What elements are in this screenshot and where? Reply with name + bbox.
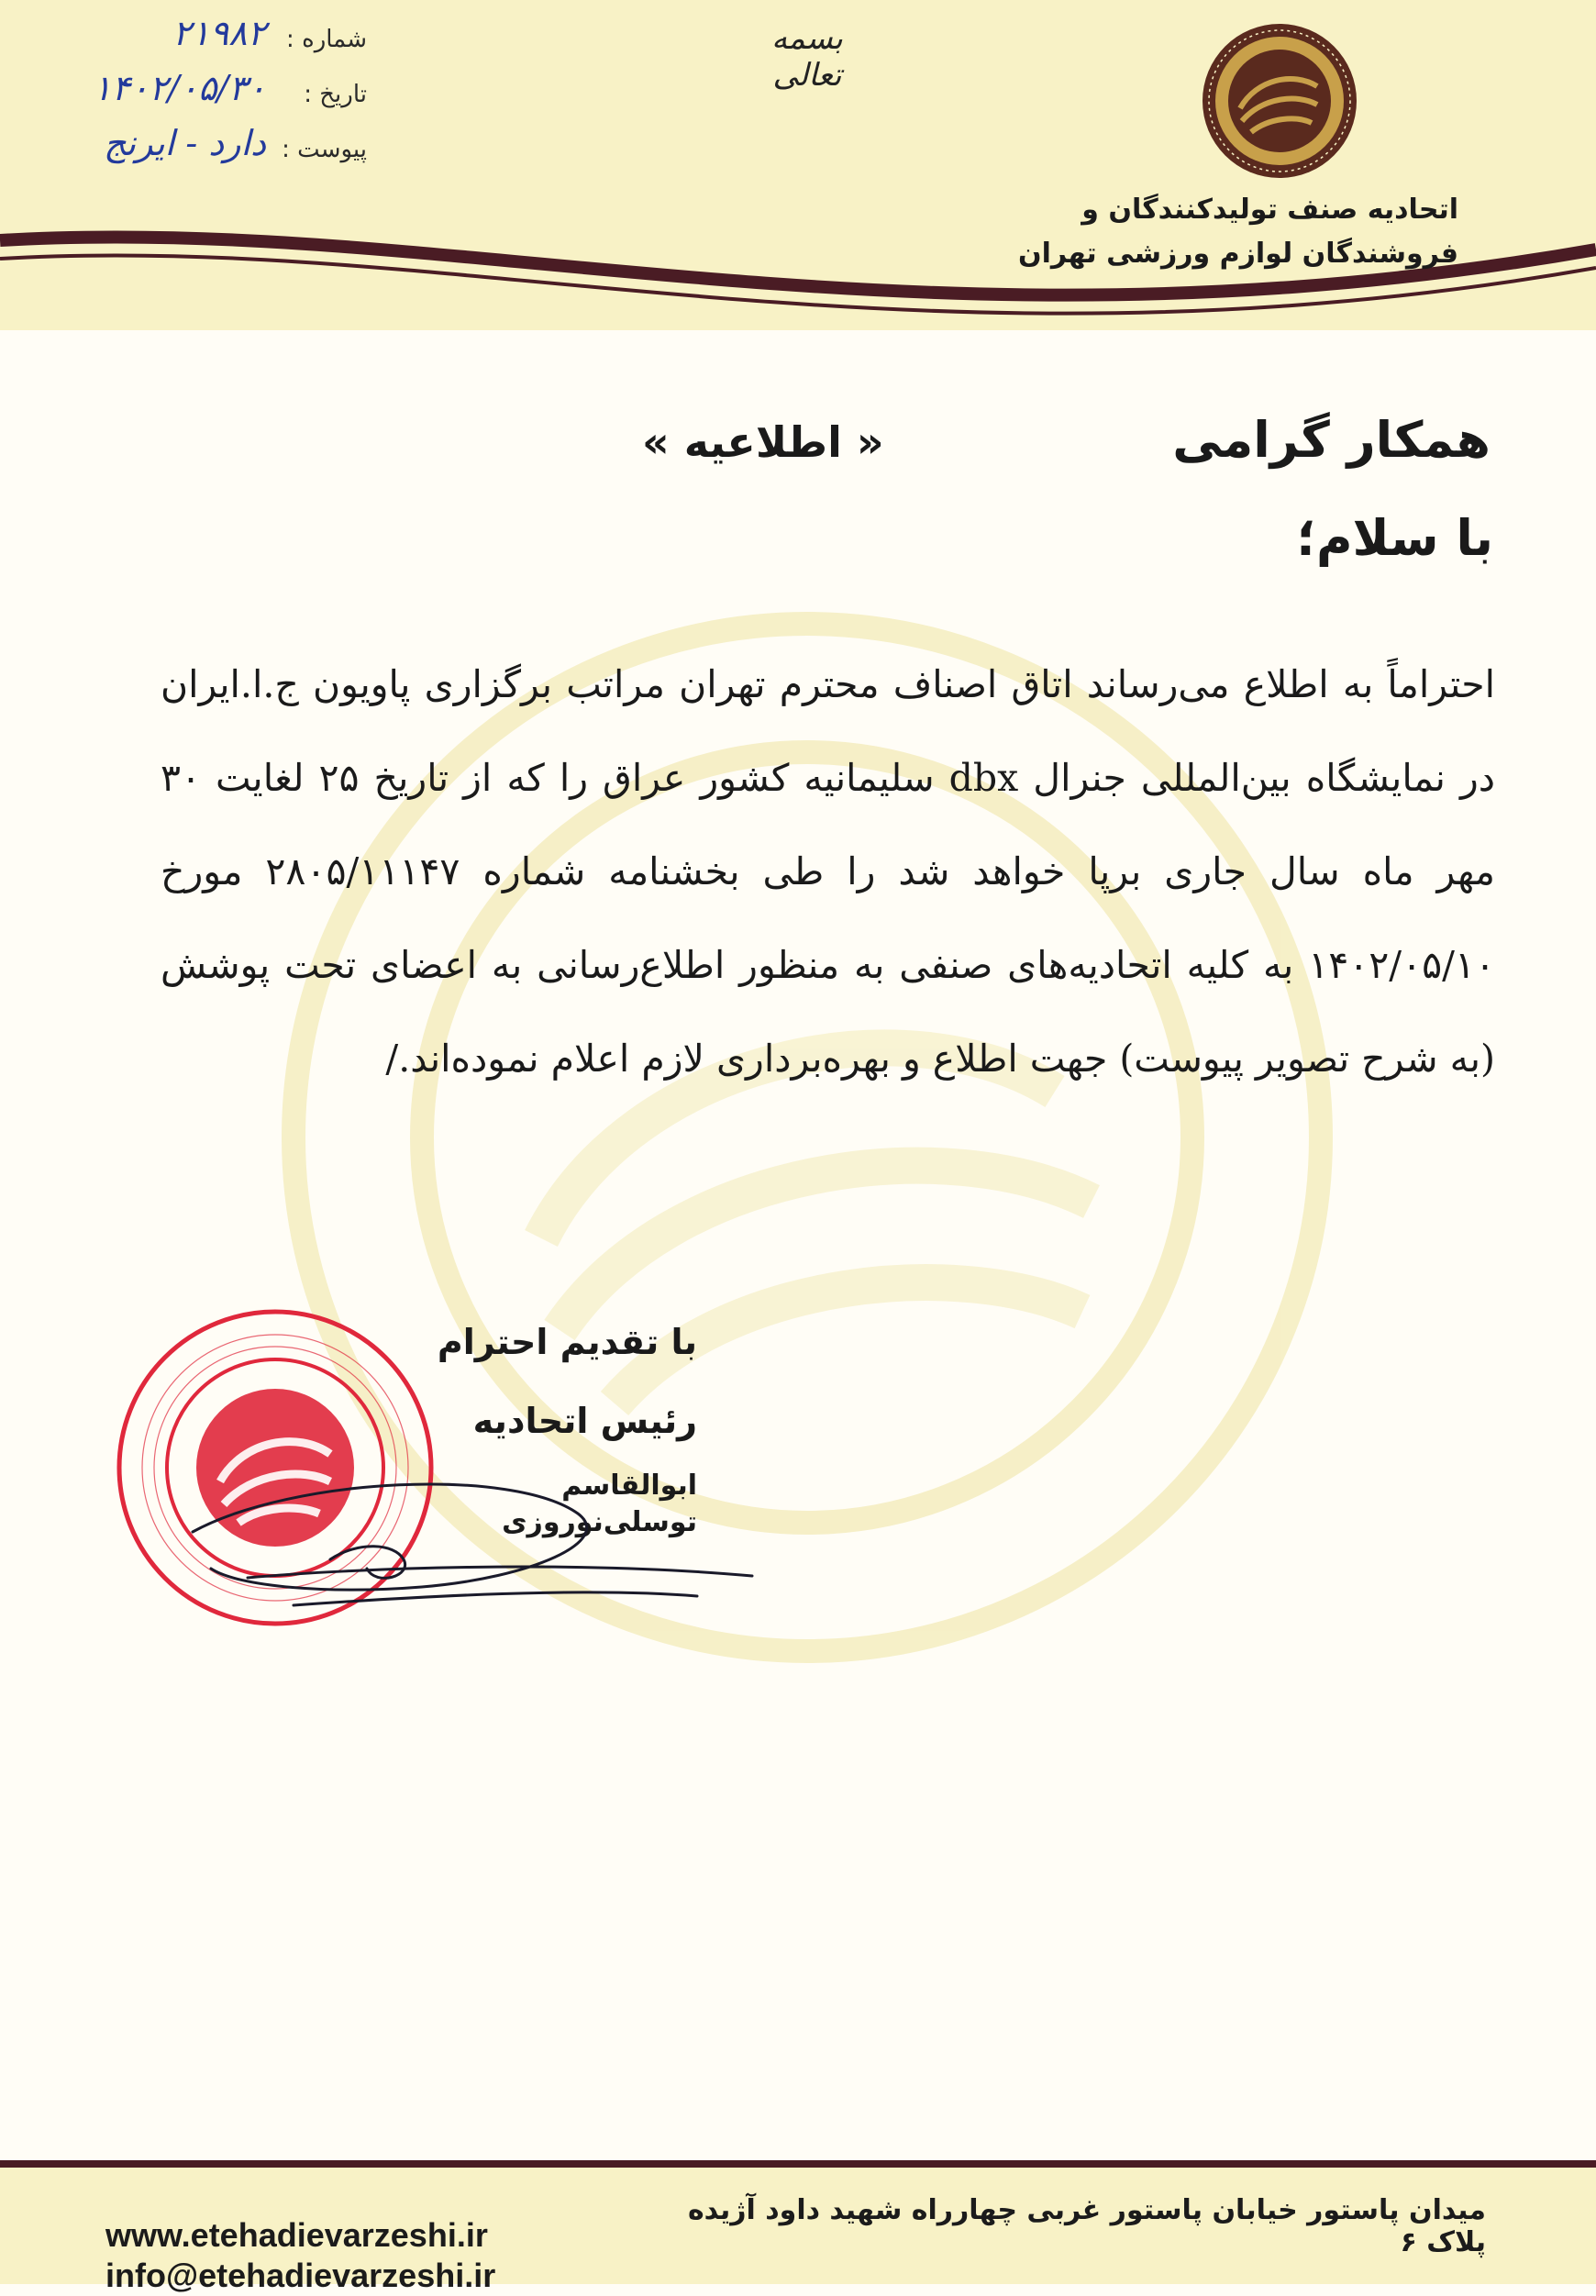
- bismillah: بسمه تعالی: [771, 20, 843, 94]
- signer-name: ابوالقاسم توسلی‌نوروزی: [502, 1470, 697, 1538]
- letter-body: احتراماً به اطلاع می‌رساند اتاق اصناف محترم تهران مراتب برگزاری پاویون ج.ا.ایران در نمایشگاه بین‌المللی جنرال dbx سلیمانیه کشور عراق را که از تاریخ ۲۵ لغایت ۳۰ مهر ماه سال جاری برپا خواهد شد را طی بخشنامه شماره ۲۸۰۵/۱۱۱۴۷ مورخ ۱۴۰۲/۰۵/۱۰ به کلیه اتحادیه‌های صنفی به منظور اطلاع‌رسانی به اعضای تحت پوشش (به شرح تصویر پیوست) جهت اطلاع و بهره‌برداری لازم اعلام نموده‌اند./: [161, 662, 1495, 1081]
- attachment-value: دارد - ایرنج: [104, 123, 266, 163]
- salutation: همکار گرامی: [1172, 411, 1491, 469]
- notice-title: « اطلاعیه »: [642, 417, 884, 467]
- footer-website[interactable]: www.etehadievarzeshi.ir: [105, 2216, 488, 2254]
- union-name-line2: فروشندگان لوازم ورزشی تهران: [1018, 238, 1458, 270]
- meta-date-row: [55, 68, 367, 123]
- footer-divider: [0, 2160, 1596, 2168]
- position-title: رئیس اتحادیه: [472, 1401, 697, 1441]
- date-value: ۱۴۰۲/۰۵/۳۰: [93, 68, 266, 108]
- union-name: [1018, 188, 1458, 276]
- date-label: تاریخ :: [304, 81, 367, 108]
- handwritten-signature: [183, 1459, 770, 1642]
- number-value: ۲۱۹۸۲: [172, 13, 266, 53]
- letter-meta: [55, 13, 367, 178]
- union-logo: [1183, 18, 1376, 183]
- greeting: با سلام؛: [1296, 509, 1493, 567]
- meta-attachment-row: [55, 123, 367, 178]
- meta-number-row: [55, 13, 367, 68]
- closing: با تقدیم احترام: [437, 1322, 697, 1362]
- attachment-label: پیوست :: [282, 136, 367, 163]
- union-name-line1: اتحادیه صنف تولیدکنندگان و: [1081, 194, 1458, 226]
- footer-address: میدان پاستور خیابان پاستور غربی چهارراه شهید داود آژیده پلاک ۶: [687, 2194, 1486, 2258]
- footer-email[interactable]: info@etehadievarzeshi.ir: [105, 2257, 496, 2294]
- number-label: شماره :: [286, 26, 367, 53]
